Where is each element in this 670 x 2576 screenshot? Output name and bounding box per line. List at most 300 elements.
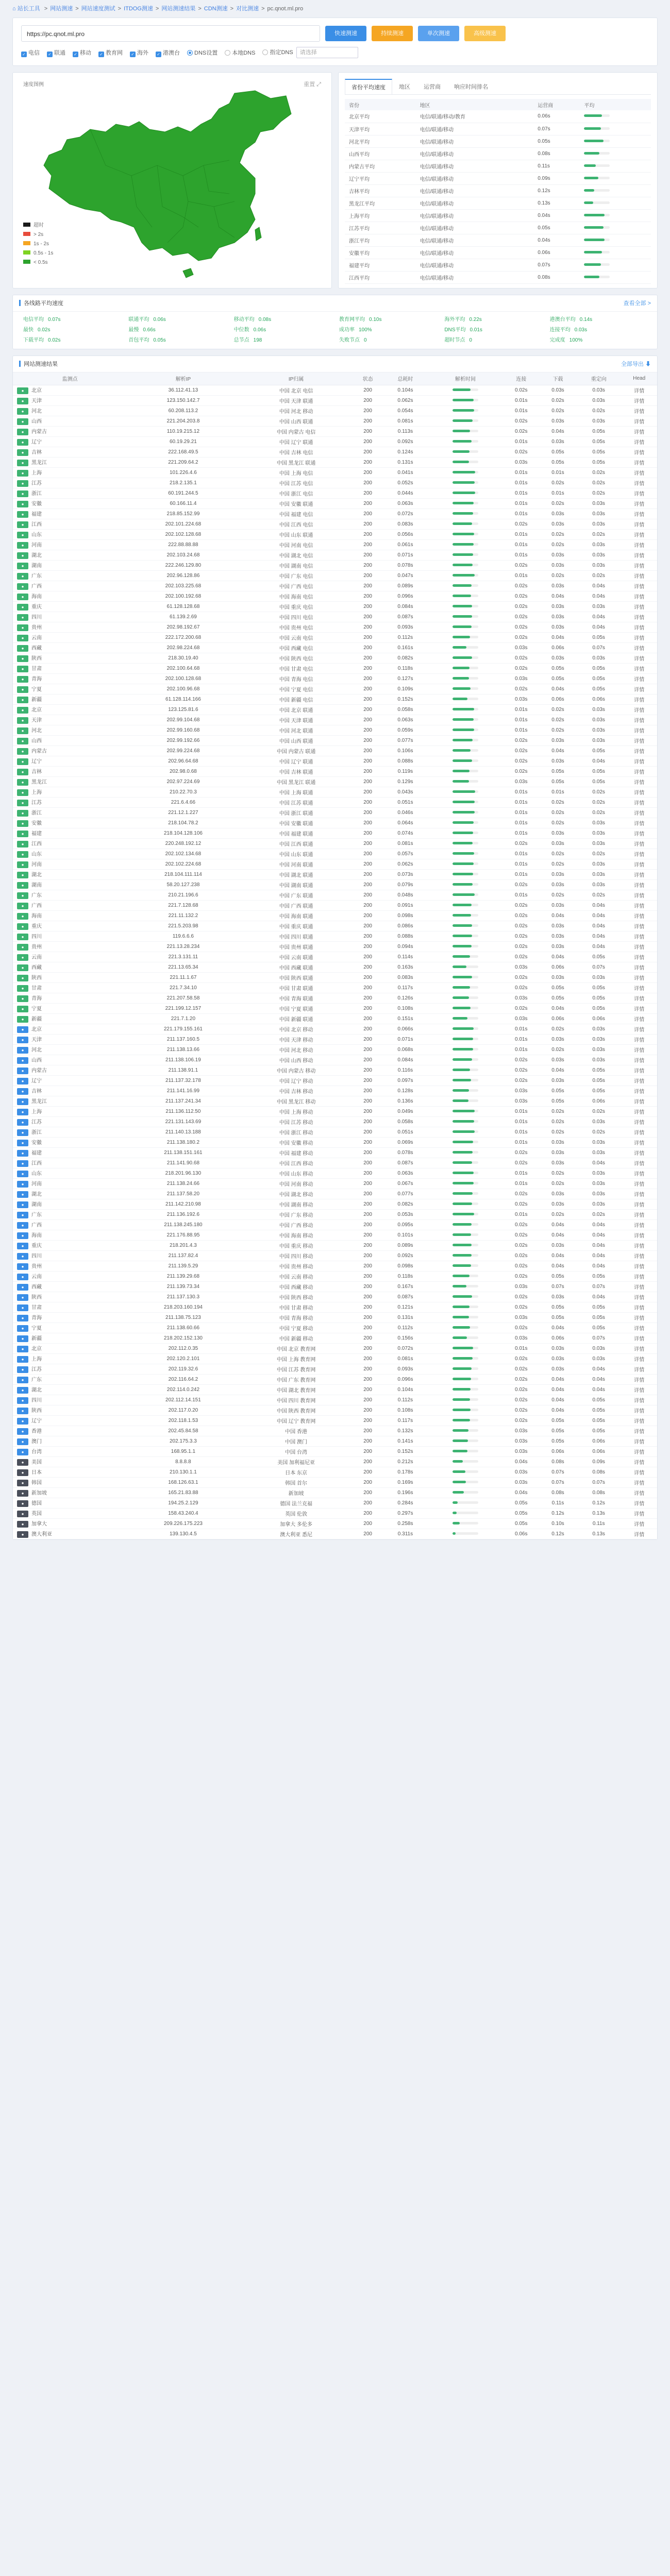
checkbox-icon[interactable]: ✓ (156, 52, 161, 57)
details-link[interactable]: 详情 (621, 1333, 657, 1343)
table-row[interactable] (13, 622, 657, 632)
details-link[interactable]: 详情 (621, 1240, 657, 1250)
table-row[interactable] (13, 1075, 657, 1086)
breadcrumb-item[interactable]: ITDOG测速 (124, 6, 153, 12)
result-cell: 中国 内蒙古 电信 (240, 426, 353, 436)
details-link[interactable]: 详情 (621, 673, 657, 684)
rank-row[interactable] (345, 222, 651, 234)
table-row[interactable] (13, 756, 657, 766)
table-row[interactable] (13, 694, 657, 704)
table-row[interactable] (13, 1467, 657, 1477)
details-link[interactable]: 详情 (621, 1013, 657, 1024)
table-row[interactable] (13, 766, 657, 776)
fast-test-button[interactable]: 快速测速 (325, 26, 366, 41)
details-link[interactable]: 详情 (621, 591, 657, 601)
breadcrumb-item[interactable]: 网站测速结果 (161, 6, 196, 12)
details-link[interactable]: 详情 (621, 921, 657, 931)
table-row[interactable] (13, 972, 657, 982)
custom-dns-option[interactable]: 指定DNS 请选择 (262, 47, 358, 58)
table-row[interactable] (13, 1405, 657, 1415)
details-link[interactable]: 详情 (621, 1498, 657, 1508)
table-row[interactable] (13, 519, 657, 529)
table-row[interactable] (13, 684, 657, 694)
result-cell: 0.02s (503, 910, 540, 921)
rank-row[interactable] (345, 123, 651, 135)
result-cell: 中国 福建 电信 (240, 509, 353, 519)
table-row[interactable] (13, 1353, 657, 1364)
details-link[interactable]: 详情 (621, 900, 657, 910)
details-link[interactable]: 详情 (621, 1384, 657, 1395)
isp-badge: ● (17, 1109, 28, 1115)
filter-5[interactable] (156, 48, 180, 57)
details-link[interactable]: 详情 (621, 1065, 657, 1075)
table-row[interactable] (13, 1323, 657, 1333)
table-row[interactable] (13, 653, 657, 663)
details-link[interactable]: 详情 (621, 663, 657, 673)
result-cell: 221.11.132.2 (127, 910, 239, 921)
details-link[interactable]: 详情 (621, 1261, 657, 1271)
rank-tab[interactable]: 地区 (399, 84, 410, 90)
details-link[interactable]: 详情 (621, 1456, 657, 1467)
table-row[interactable] (13, 776, 657, 787)
table-row[interactable] (13, 1456, 657, 1467)
table-row[interactable] (13, 1446, 657, 1456)
details-link[interactable]: 详情 (621, 704, 657, 715)
details-link[interactable]: 详情 (621, 1487, 657, 1498)
table-row[interactable] (13, 1158, 657, 1168)
result-cell: 中国 江西 电信 (240, 519, 353, 529)
details-link[interactable]: 详情 (621, 859, 657, 869)
details-link[interactable]: 详情 (621, 529, 657, 539)
details-link[interactable]: 详情 (621, 1044, 657, 1055)
table-row[interactable] (13, 436, 657, 447)
details-link[interactable]: 详情 (621, 694, 657, 704)
details-link[interactable]: 详情 (621, 756, 657, 766)
details-link[interactable]: 详情 (621, 478, 657, 488)
details-link[interactable]: 详情 (621, 550, 657, 560)
table-row[interactable] (13, 1415, 657, 1426)
table-row[interactable] (13, 900, 657, 910)
details-link[interactable]: 详情 (621, 818, 657, 828)
details-link[interactable]: 详情 (621, 1209, 657, 1219)
details-link[interactable]: 详情 (621, 1518, 657, 1529)
details-link[interactable]: 详情 (621, 447, 657, 457)
table-row[interactable] (13, 1292, 657, 1302)
details-link[interactable]: 详情 (621, 1189, 657, 1199)
table-row[interactable] (13, 818, 657, 828)
table-row[interactable] (13, 385, 657, 395)
table-row[interactable] (13, 663, 657, 673)
details-link[interactable]: 详情 (621, 1374, 657, 1384)
details-link[interactable]: 详情 (621, 1405, 657, 1415)
view-all-link[interactable]: 查看全部 > (623, 300, 651, 307)
breadcrumb-item[interactable]: pc.qnot.ml.pro (267, 6, 304, 12)
table-row[interactable] (13, 539, 657, 550)
isp-badge: ● (17, 1150, 28, 1157)
details-link[interactable]: 详情 (621, 931, 657, 941)
result-cell: 0.03s (540, 1137, 576, 1147)
rank-row[interactable] (345, 110, 651, 123)
advanced-test-button[interactable]: 高级测速 (464, 26, 506, 41)
table-row[interactable] (13, 509, 657, 519)
table-row[interactable] (13, 1364, 657, 1374)
home-icon[interactable]: ⌂ (12, 6, 18, 12)
result-cell: 0.05s (576, 776, 621, 787)
table-row[interactable] (13, 715, 657, 725)
url-input[interactable]: https://pc.qnot.ml.pro (21, 25, 320, 42)
multi-test-button[interactable]: 持续测速 (372, 26, 413, 41)
table-row[interactable] (13, 828, 657, 838)
details-link[interactable]: 详情 (621, 715, 657, 725)
location-cell (13, 457, 127, 467)
details-link[interactable]: 详情 (621, 1415, 657, 1426)
details-link[interactable]: 详情 (621, 910, 657, 921)
isp-badge: ● (17, 398, 28, 404)
filter-1[interactable] (47, 48, 65, 57)
breadcrumb-item[interactable]: CDN测速 (204, 6, 228, 12)
radio-icon[interactable] (187, 50, 193, 56)
rank-tab[interactable]: 运营商 (424, 84, 441, 90)
details-link[interactable]: 详情 (621, 1477, 657, 1487)
details-link[interactable]: 详情 (621, 642, 657, 653)
rank-row[interactable] (345, 172, 651, 184)
details-link[interactable]: 详情 (621, 1106, 657, 1116)
details-link[interactable]: 详情 (621, 1219, 657, 1230)
table-row[interactable] (13, 993, 657, 1003)
details-link[interactable]: 详情 (621, 570, 657, 581)
breadcrumb-item[interactable]: 网站测速 (50, 6, 73, 12)
rank-tab[interactable]: 省份平均速度 (345, 79, 392, 94)
table-row[interactable] (13, 1065, 657, 1075)
rank-row[interactable] (345, 197, 651, 209)
rank-row[interactable] (345, 234, 651, 246)
details-link[interactable]: 详情 (621, 1127, 657, 1137)
table-row[interactable] (13, 1343, 657, 1353)
hainan-shape[interactable] (183, 268, 193, 278)
details-link[interactable]: 详情 (621, 1075, 657, 1086)
checkbox-icon[interactable]: ✓ (73, 52, 78, 57)
table-row[interactable] (13, 1086, 657, 1096)
filter-2[interactable] (73, 48, 91, 57)
details-link[interactable]: 详情 (621, 1292, 657, 1302)
details-link[interactable]: 详情 (621, 622, 657, 632)
table-row[interactable] (13, 1003, 657, 1013)
rank-row[interactable] (345, 160, 651, 172)
export-button[interactable]: 全部导出 ⬇ (621, 361, 651, 367)
details-link[interactable]: 详情 (621, 684, 657, 694)
details-link[interactable]: 详情 (621, 869, 657, 879)
table-row[interactable] (13, 952, 657, 962)
table-row[interactable] (13, 1395, 657, 1405)
details-link[interactable]: 详情 (621, 1178, 657, 1189)
table-row[interactable] (13, 807, 657, 818)
details-link[interactable]: 详情 (621, 1353, 657, 1364)
table-row[interactable] (13, 447, 657, 457)
table-row[interactable] (13, 869, 657, 879)
details-link[interactable]: 详情 (621, 993, 657, 1003)
table-row[interactable] (13, 931, 657, 941)
details-link[interactable]: 详情 (621, 395, 657, 405)
rank-row[interactable] (345, 147, 651, 160)
table-row[interactable] (13, 1055, 657, 1065)
table-row[interactable] (13, 1106, 657, 1116)
table-row[interactable] (13, 642, 657, 653)
table-row[interactable] (13, 1508, 657, 1518)
table-row[interactable] (13, 426, 657, 436)
table-row[interactable] (13, 1487, 657, 1498)
details-link[interactable]: 详情 (621, 1116, 657, 1127)
single-test-button[interactable]: 单次测速 (418, 26, 459, 41)
details-link[interactable]: 详情 (621, 457, 657, 467)
table-row[interactable] (13, 581, 657, 591)
table-row[interactable] (13, 1168, 657, 1178)
table-row[interactable] (13, 1261, 657, 1271)
table-row[interactable] (13, 1116, 657, 1127)
china-map-shape[interactable] (44, 91, 291, 261)
table-row[interactable] (13, 1209, 657, 1219)
filter-3[interactable] (98, 48, 123, 57)
rank-row[interactable] (345, 184, 651, 197)
china-map[interactable] (13, 73, 332, 289)
table-row[interactable] (13, 550, 657, 560)
table-row[interactable] (13, 1281, 657, 1292)
table-row[interactable] (13, 405, 657, 416)
details-link[interactable]: 详情 (621, 1230, 657, 1240)
result-cell: 0.02s (540, 1178, 576, 1189)
table-row[interactable] (13, 1498, 657, 1508)
details-link[interactable]: 详情 (621, 797, 657, 807)
details-link[interactable]: 详情 (621, 612, 657, 622)
table-row[interactable] (13, 849, 657, 859)
details-link[interactable]: 详情 (621, 1147, 657, 1158)
details-link[interactable]: 详情 (621, 1364, 657, 1374)
details-link[interactable]: 详情 (621, 807, 657, 818)
table-row[interactable] (13, 1230, 657, 1240)
details-link[interactable]: 详情 (621, 776, 657, 787)
details-link[interactable]: 详情 (621, 828, 657, 838)
details-link[interactable]: 详情 (621, 952, 657, 962)
table-row[interactable] (13, 1024, 657, 1034)
rank-row[interactable] (345, 246, 651, 259)
table-row[interactable] (13, 488, 657, 498)
table-row[interactable] (13, 838, 657, 849)
table-row[interactable] (13, 982, 657, 993)
details-link[interactable]: 详情 (621, 1312, 657, 1323)
details-link[interactable]: 详情 (621, 941, 657, 952)
details-link[interactable]: 详情 (621, 787, 657, 797)
table-row[interactable] (13, 1034, 657, 1044)
table-row[interactable] (13, 921, 657, 931)
details-link[interactable]: 详情 (621, 1529, 657, 1539)
details-link[interactable]: 详情 (621, 849, 657, 859)
table-row[interactable] (13, 1219, 657, 1230)
table-row[interactable] (13, 529, 657, 539)
details-link[interactable]: 详情 (621, 416, 657, 426)
result-cell: 200 (353, 509, 383, 519)
table-row[interactable] (13, 1189, 657, 1199)
table-row[interactable] (13, 1477, 657, 1487)
details-link[interactable]: 详情 (621, 488, 657, 498)
taiwan-shape[interactable] (255, 227, 261, 241)
filter-4[interactable] (130, 48, 148, 57)
table-row[interactable] (13, 1240, 657, 1250)
details-link[interactable]: 详情 (621, 766, 657, 776)
table-row[interactable] (13, 879, 657, 890)
details-link[interactable]: 详情 (621, 838, 657, 849)
table-row[interactable] (13, 1147, 657, 1158)
table-row[interactable] (13, 1013, 657, 1024)
table-row[interactable] (13, 735, 657, 745)
table-row[interactable] (13, 1271, 657, 1281)
result-cell: 222.88.88.88 (127, 539, 239, 550)
table-row[interactable] (13, 1199, 657, 1209)
table-row[interactable] (13, 1384, 657, 1395)
details-link[interactable]: 详情 (621, 1003, 657, 1013)
progress-bar (453, 1481, 478, 1483)
details-link[interactable]: 详情 (621, 1024, 657, 1034)
details-link[interactable]: 详情 (621, 1343, 657, 1353)
details-link[interactable]: 详情 (621, 1323, 657, 1333)
breadcrumb-home[interactable]: 站长工具 (17, 6, 40, 12)
details-link[interactable]: 详情 (621, 1250, 657, 1261)
details-link[interactable]: 详情 (621, 1055, 657, 1065)
checkbox-icon[interactable]: ✓ (47, 52, 53, 57)
table-row[interactable] (13, 632, 657, 642)
table-row[interactable] (13, 962, 657, 972)
details-link[interactable]: 详情 (621, 1426, 657, 1436)
details-link[interactable]: 详情 (621, 385, 657, 395)
table-row[interactable] (13, 1178, 657, 1189)
rank-row[interactable] (345, 259, 651, 271)
map-reset-icon[interactable]: 重置 ⤢ (304, 81, 321, 88)
table-row[interactable] (13, 797, 657, 807)
table-row[interactable] (13, 1312, 657, 1323)
details-link[interactable]: 详情 (621, 601, 657, 612)
table-row[interactable] (13, 1333, 657, 1343)
details-link[interactable]: 详情 (621, 962, 657, 972)
table-row[interactable] (13, 1127, 657, 1137)
rank-row[interactable] (345, 209, 651, 222)
table-row[interactable] (13, 910, 657, 921)
details-link[interactable]: 详情 (621, 1086, 657, 1096)
table-row[interactable] (13, 560, 657, 570)
table-row[interactable] (13, 941, 657, 952)
local-dns-option[interactable]: 本地DNS (225, 48, 255, 57)
details-link[interactable]: 详情 (621, 426, 657, 436)
table-row[interactable] (13, 591, 657, 601)
table-row[interactable] (13, 395, 657, 405)
table-row[interactable] (13, 478, 657, 488)
progress-bar (453, 852, 478, 855)
details-link[interactable]: 详情 (621, 581, 657, 591)
rank-cell: 0.04s (533, 209, 580, 222)
details-link[interactable]: 详情 (621, 890, 657, 900)
table-row[interactable] (13, 416, 657, 426)
details-link[interactable]: 详情 (621, 519, 657, 529)
details-link[interactable]: 详情 (621, 498, 657, 509)
details-link[interactable]: 详情 (621, 879, 657, 890)
rank-cell: 电信/联通/移动 (416, 160, 534, 172)
details-link[interactable]: 详情 (621, 1271, 657, 1281)
details-link[interactable]: 详情 (621, 467, 657, 478)
table-row[interactable] (13, 745, 657, 756)
details-link[interactable]: 详情 (621, 436, 657, 447)
details-link[interactable]: 详情 (621, 1508, 657, 1518)
table-row[interactable] (13, 1374, 657, 1384)
details-link[interactable]: 详情 (621, 972, 657, 982)
details-link[interactable]: 详情 (621, 1168, 657, 1178)
details-link[interactable]: 详情 (621, 632, 657, 642)
checkbox-icon[interactable]: ✓ (98, 52, 104, 57)
details-link[interactable]: 详情 (621, 560, 657, 570)
dns-select[interactable]: 请选择 (296, 47, 358, 58)
table-row[interactable] (13, 725, 657, 735)
table-row[interactable] (13, 1529, 657, 1539)
table-row[interactable] (13, 1044, 657, 1055)
details-link[interactable]: 详情 (621, 1281, 657, 1292)
table-row[interactable] (13, 612, 657, 622)
details-link[interactable]: 详情 (621, 653, 657, 663)
speed-bar-cell (428, 715, 503, 725)
table-row[interactable] (13, 570, 657, 581)
breadcrumb-item[interactable]: 对比测速 (236, 6, 259, 12)
isp-badge: ● (17, 1325, 28, 1332)
breadcrumb-item[interactable]: 网站速度测试 (81, 6, 115, 12)
details-link[interactable]: 详情 (621, 1158, 657, 1168)
checkbox-icon[interactable]: ✓ (21, 52, 27, 57)
details-link[interactable]: 详情 (621, 509, 657, 519)
rank-row[interactable] (345, 135, 651, 147)
filter-0[interactable] (21, 48, 40, 57)
table-row[interactable] (13, 1518, 657, 1529)
details-link[interactable]: 详情 (621, 982, 657, 993)
table-row[interactable] (13, 1137, 657, 1147)
result-cell: 0.03s (540, 972, 576, 982)
table-row[interactable] (13, 1436, 657, 1446)
details-link[interactable]: 详情 (621, 539, 657, 550)
table-row[interactable] (13, 1250, 657, 1261)
details-link[interactable]: 详情 (621, 1467, 657, 1477)
table-row[interactable] (13, 704, 657, 715)
table-row[interactable] (13, 859, 657, 869)
details-link[interactable]: 详情 (621, 1302, 657, 1312)
table-row[interactable] (13, 467, 657, 478)
details-link[interactable]: 详情 (621, 1436, 657, 1446)
checkbox-icon[interactable]: ✓ (130, 52, 136, 57)
details-link[interactable]: 详情 (621, 725, 657, 735)
details-link[interactable]: 详情 (621, 1096, 657, 1106)
details-link[interactable]: 详情 (621, 405, 657, 416)
table-row[interactable] (13, 1302, 657, 1312)
table-row[interactable] (13, 601, 657, 612)
table-row[interactable] (13, 1096, 657, 1106)
rank-tab[interactable]: 响应时间排名 (454, 84, 488, 90)
details-link[interactable]: 详情 (621, 1395, 657, 1405)
table-row[interactable] (13, 890, 657, 900)
details-link[interactable]: 详情 (621, 1199, 657, 1209)
table-row[interactable] (13, 673, 657, 684)
details-link[interactable]: 详情 (621, 1137, 657, 1147)
rank-row[interactable] (345, 271, 651, 283)
table-row[interactable] (13, 457, 657, 467)
details-link[interactable]: 详情 (621, 735, 657, 745)
table-row[interactable] (13, 498, 657, 509)
details-link[interactable]: 详情 (621, 1034, 657, 1044)
details-link[interactable]: 详情 (621, 745, 657, 756)
details-link[interactable]: 详情 (621, 1446, 657, 1456)
table-row[interactable] (13, 1426, 657, 1436)
table-row[interactable] (13, 787, 657, 797)
